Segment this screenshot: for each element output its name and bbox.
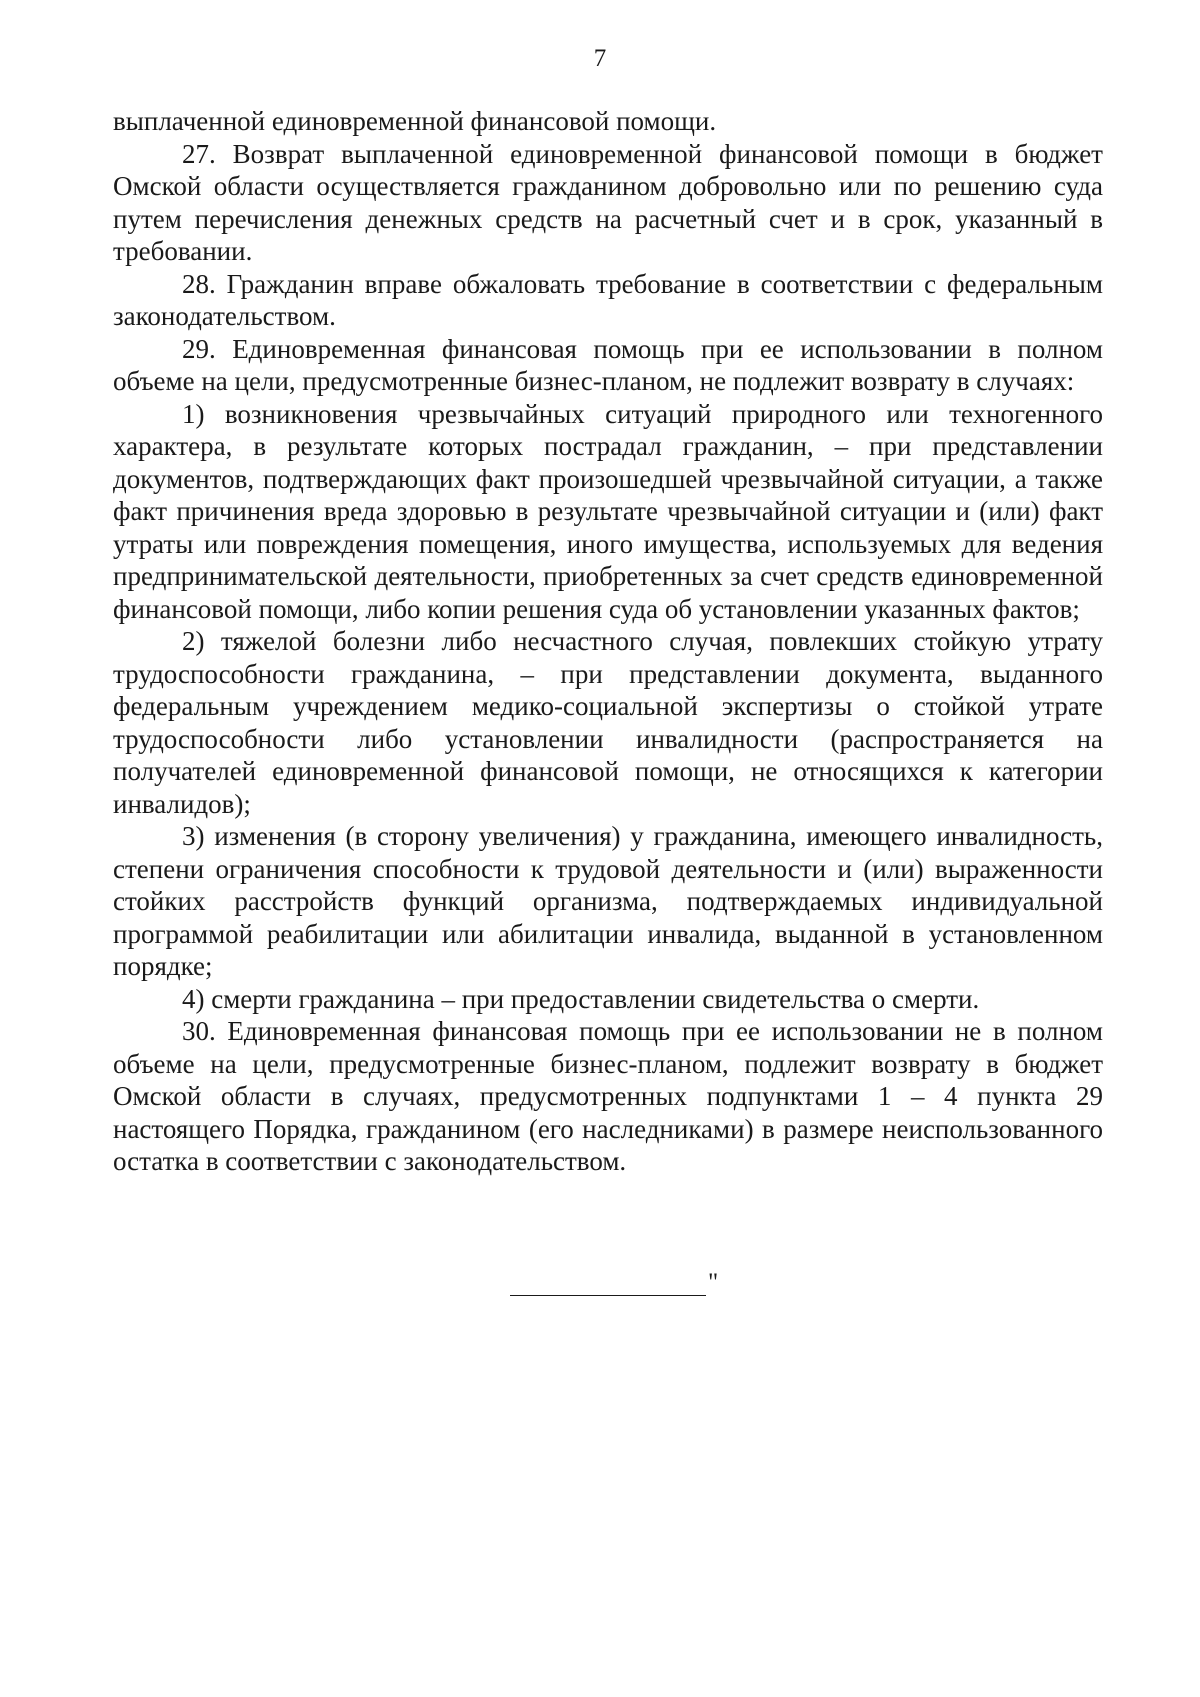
paragraph-30: 30. Единовременная финансовая помощь при ее использовании не в полном объеме на цели, предусмотренные бизнес-планом, подлежит возврату в бюджет Омской области в случаях, предусмотренных подпунктами 1 – 4 пункта 29 настоящего Порядка, гражданином (его наследниками) в размере неиспользованного остатка в соответствии с законодательством. [113,1016,1103,1176]
document-body [113,105,1103,1178]
paragraph-29-subitem-1: 1) возникновения чрезвычайных ситуаций природного или техногенного характера, в результате которых пострадал гражданин, – при представлении документов, подтверждающих факт произошедшей чрезвычайной ситуации, а также факт причинения вреда здоровью в результате чрезвычайной ситуации и (или) факт утраты или повреждения помещения, иного имущества, используемых для ведения предпринимательской деятельности, приобретенных за счет средств единовременной финансовой помощи, либо копии решения суда об установлении указанных фактов; [113,398,1103,624]
paragraph-continuation: выплаченной единовременной финансовой помощи. [113,106,717,136]
paragraph-29-subitem-2: 2) тяжелой болезни либо несчастного случая, повлекших стойкую утрату трудоспособности гражданина, – при представлении документа, выданного федеральным учреждением медико-социальной экспертизы о стойкой утрате трудоспособности либо установлении инвалидности (распространяется на получателей единовременной финансовой помощи, не относящихся к категории инвалидов); [113,626,1103,819]
closing-rule [510,1295,706,1296]
page-number: 7 [593,45,607,72]
paragraph-29-subitem-3: 3) изменения (в сторону увеличения) у гражданина, имеющего инвалидность, степени ограничения способности к трудовой деятельности и (или) выраженности стойких расстройств функций организма, подтверждаемых индивидуальной программой реабилитации или абилитации инвалида, выданной в установленном порядке; [113,821,1103,981]
paragraph-27: 27. Возврат выплаченной единовременной финансовой помощи в бюджет Омской области осуществляется гражданином добровольно или по решению суда путем перечисления денежных средств на расчетный счет и в срок, указанный в требовании. [113,138,1103,266]
paragraph-29-subitem-4: 4) смерти гражданина – при предоставлении свидетельства о смерти. [182,983,980,1014]
paragraph-29: 29. Единовременная финансовая помощь при ее использовании в полном объеме на цели, предусмотренные бизнес-планом, не подлежит возврату в случаях: [113,333,1103,396]
paragraph-28: 28. Гражданин вправе обжаловать требование в соответствии с федеральным законодательством. [113,268,1103,331]
closing-mark [510,1270,750,1310]
closing-quote: " [708,1269,719,1296]
